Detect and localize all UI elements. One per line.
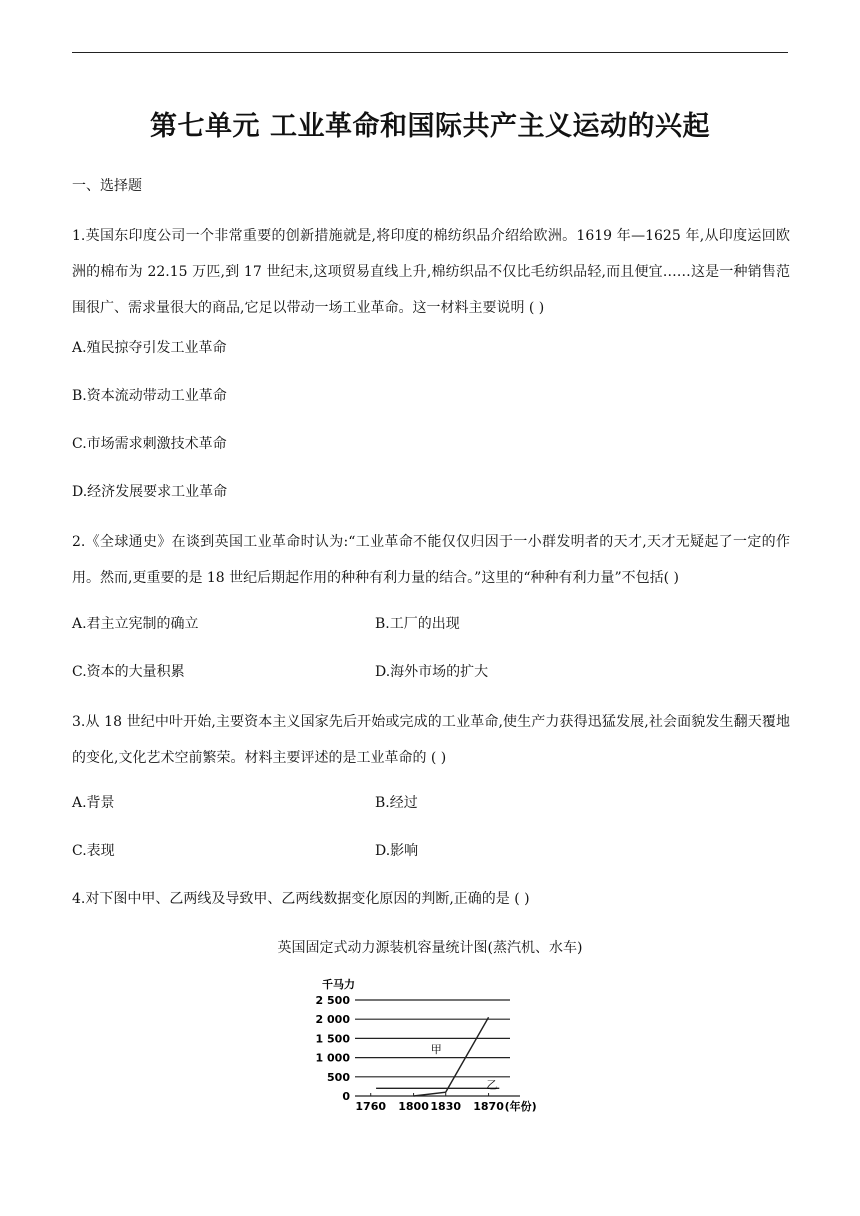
series-label-yi: 乙	[486, 1078, 498, 1092]
y-tick-label: 2 500	[315, 994, 350, 1007]
q2-option-d: D.海外市场的扩大	[375, 664, 489, 680]
q1-option-d: D.经济发展要求工业革命	[72, 484, 228, 500]
q3-option-a: A.背景	[72, 795, 115, 811]
q2-option-b: B.工厂的出现	[375, 616, 460, 632]
question-3-stem: 3.从 18 世纪中叶开始,主要资本主义国家先后开始或完成的工业革命,使生产力获得迅猛发展,社会面貌发生翻天覆地的变化,文化艺术空前繁荣。材料主要评述的是工业革命的 ( )	[72, 714, 790, 766]
y-tick-label: 1 500	[315, 1032, 350, 1046]
q2-option-a: A.君主立宪制的确立	[72, 616, 199, 632]
series-label-jia: 甲	[430, 1042, 442, 1056]
question-2-stem: 2.《全球通史》在谈到英国工业革命时认为:“工业革命不能仅仅归因于一小群发明者的天才,天才无疑起了一定的作用。然而,更重要的是 18 世纪后期起作用的种种有利力量的结合。”这里的“种种有利力量”不包括( )	[72, 534, 790, 586]
question-1-stem: 1.英国东印度公司一个非常重要的创新措施就是,将印度的棉纺织品介绍给欧洲。1619 年—1625 年,从印度运回欧洲的棉布为 22.15 万匹,到 17 世纪末,这项贸易直线上升,棉纺织品不仅比毛纺织品轻,而且便宜……这是一种销售范围很广、需求量很大的商品,它足以带动一场工业革命。这一材料主要说明 ( )	[72, 228, 790, 316]
x-tick-label: 1830	[430, 1100, 462, 1113]
q3-option-c: C.表现	[72, 843, 115, 859]
question-4-stem: 4.对下图中甲、乙两线及导致甲、乙两线数据变化原因的判断,正确的是 ( )	[72, 891, 530, 907]
figure-caption: 英国固定式动力源装机容量统计图(蒸汽机、水车)	[277, 940, 583, 956]
q3-option-b: B.经过	[375, 795, 418, 811]
x-tick-label: 1760	[355, 1100, 387, 1113]
page-title: 第七单元 工业革命和国际共产主义运动的兴起	[150, 111, 710, 142]
q1-option-a: A.殖民掠夺引发工业革命	[72, 340, 227, 356]
section-heading: 一、选择题	[72, 178, 142, 194]
q1-option-b: B.资本流动带动工业革命	[72, 388, 227, 404]
x-tick-label: 1870	[473, 1100, 504, 1113]
y-tick-label: 0	[342, 1090, 350, 1103]
x-axis-label: (年份)	[504, 1100, 537, 1113]
q1-option-c: C.市场需求刺激技术革命	[72, 436, 227, 452]
y-tick-label: 1 000	[315, 1051, 350, 1065]
q3-option-d: D.影响	[375, 843, 419, 859]
header-rule	[72, 52, 788, 53]
capacity-line-chart	[300, 972, 560, 1122]
y-axis-label: 千马力	[322, 978, 355, 991]
y-tick-label: 500	[327, 1070, 350, 1084]
q2-option-c: C.资本的大量积累	[72, 664, 185, 680]
y-tick-label: 2 000	[315, 1013, 350, 1027]
series-line-jia	[414, 1017, 489, 1096]
x-tick-label: 1800	[398, 1100, 429, 1113]
